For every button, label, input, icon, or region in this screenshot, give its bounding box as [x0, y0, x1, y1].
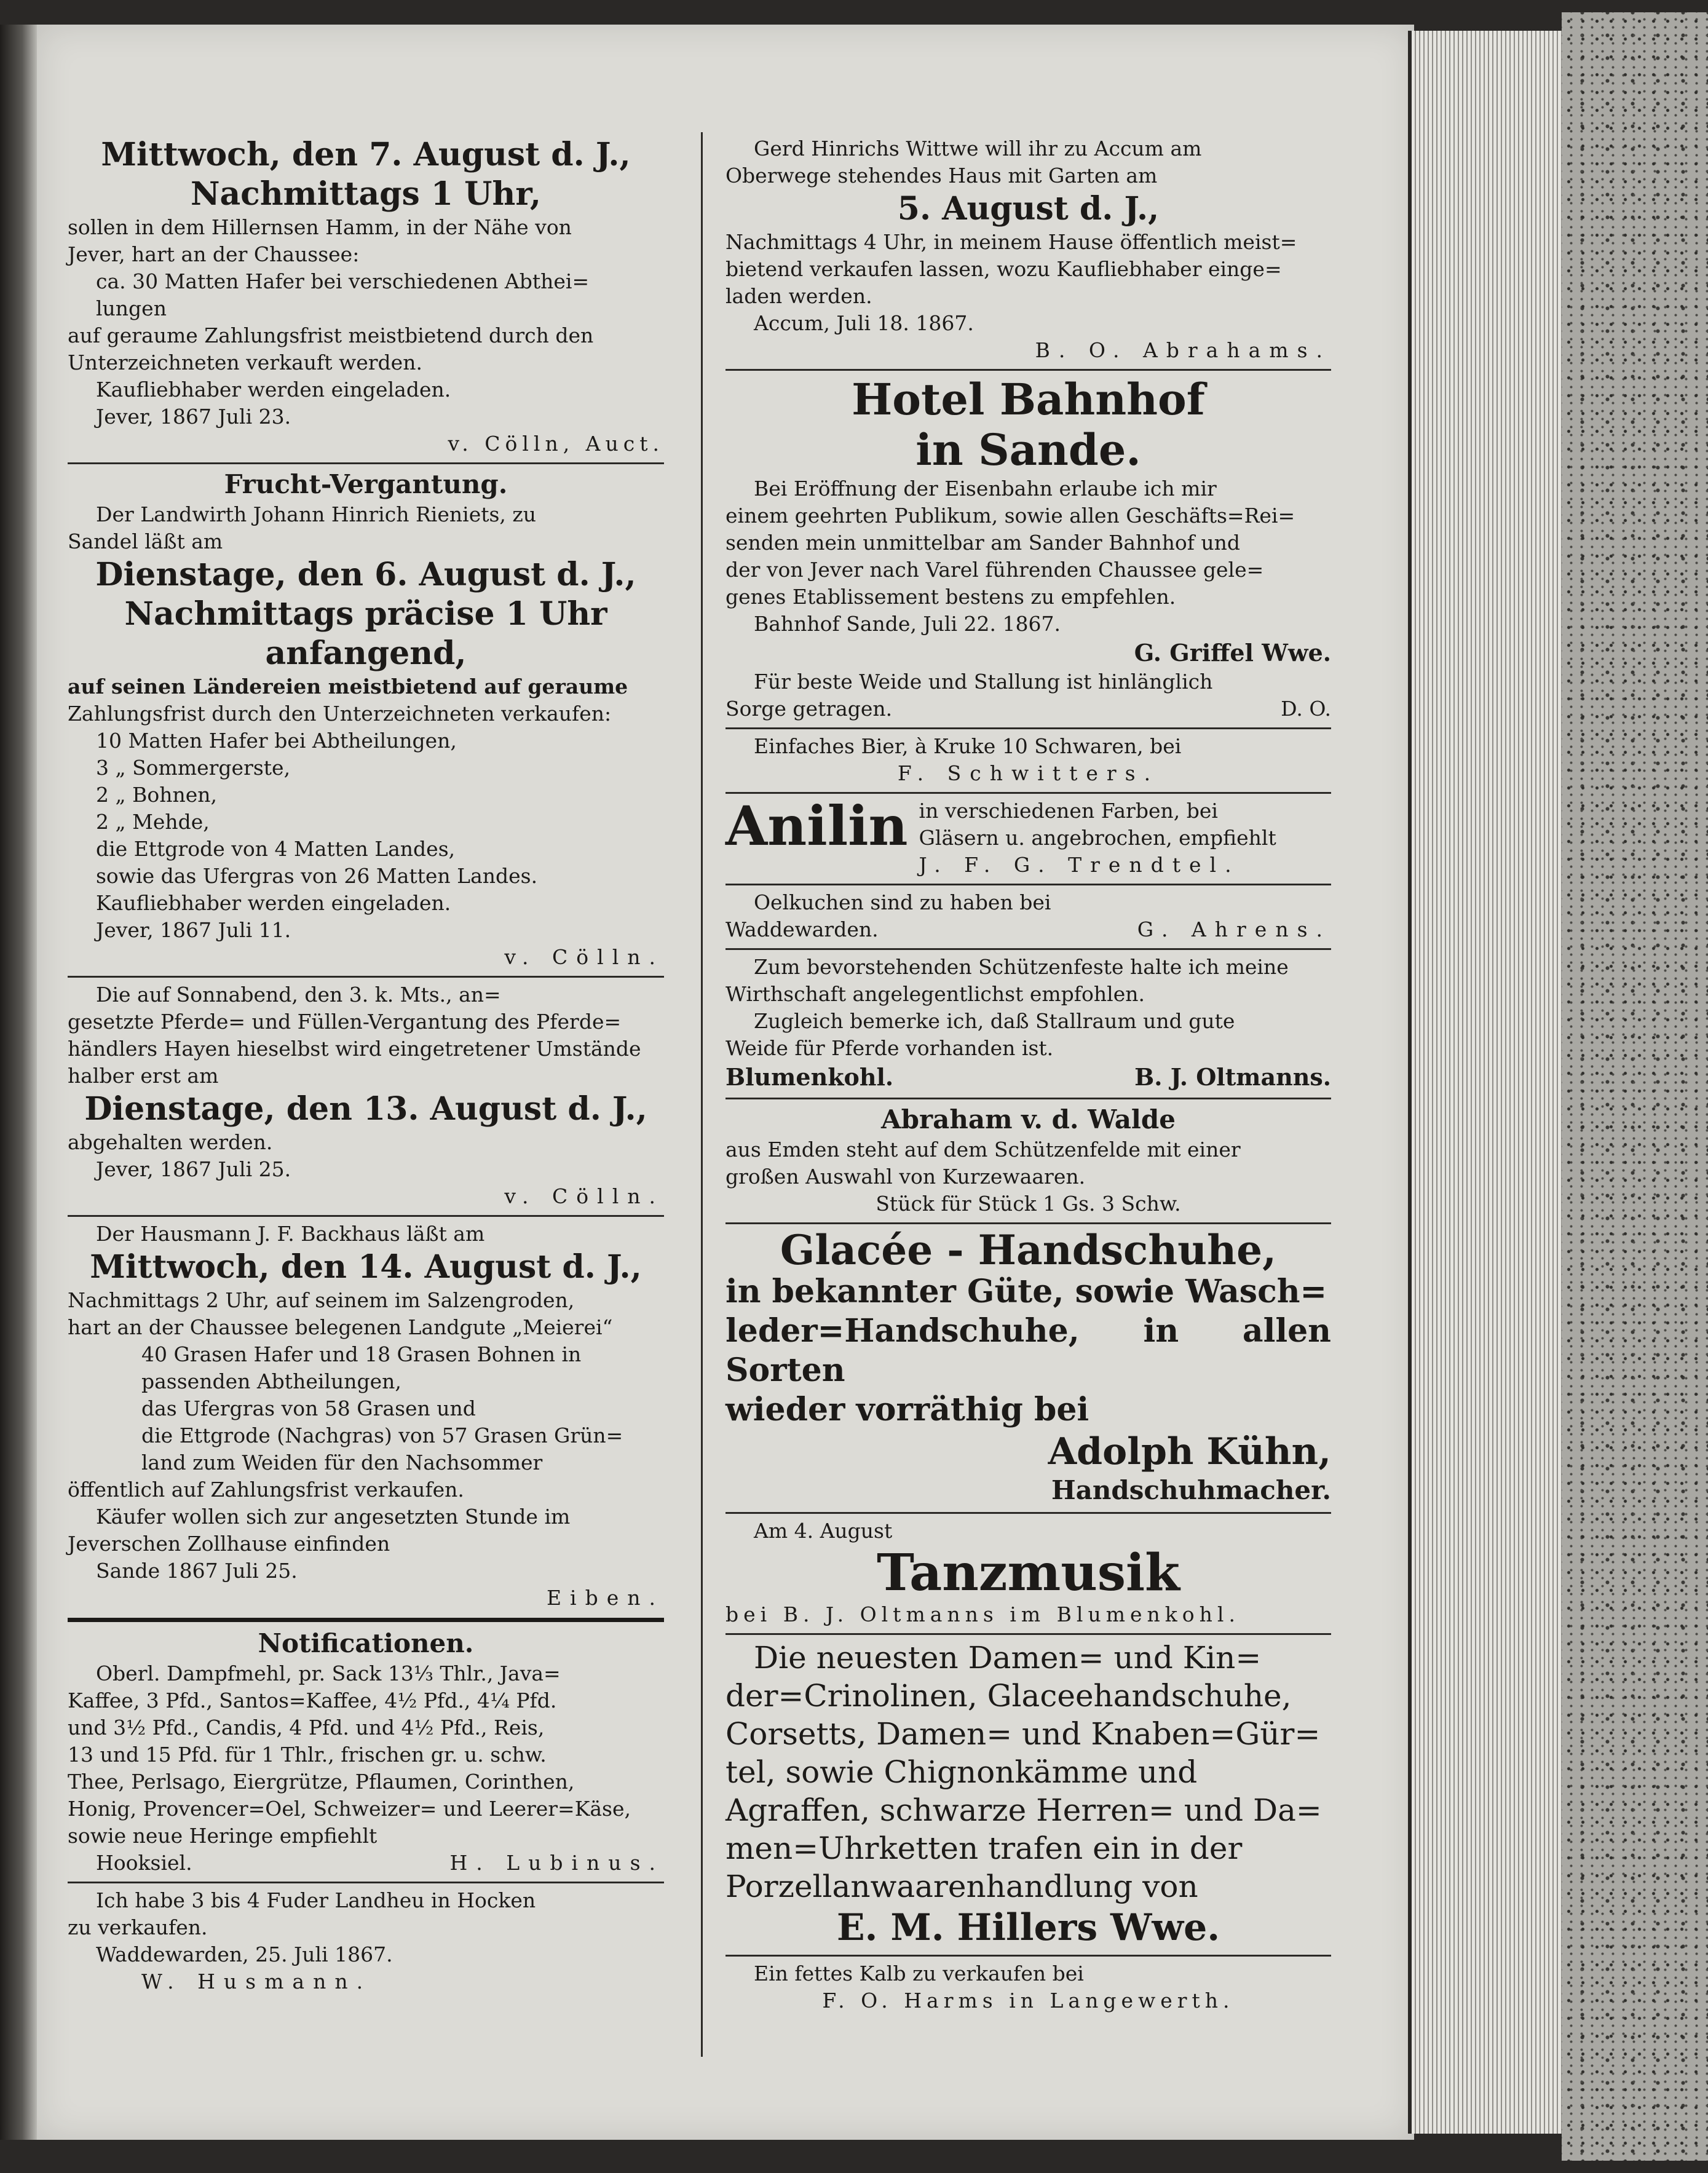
- column-divider: [701, 132, 703, 2057]
- ad-text: laden werden.: [726, 284, 872, 308]
- right-column: [726, 135, 1331, 2014]
- ad-signature: v. Cölln.: [504, 945, 664, 969]
- ad-heading: Glacée - Handschuhe,: [780, 1226, 1277, 1274]
- ad-separator: [68, 1882, 664, 1883]
- ad-text: Agraffen, schwarze Herren= und Da=: [726, 1792, 1322, 1828]
- ad-separator: [68, 976, 664, 978]
- ad-separator: [726, 1633, 1331, 1635]
- ad-signature: B. O. Abrahams.: [1035, 338, 1331, 362]
- ad-trade: Handschuhmacher.: [1051, 1475, 1331, 1505]
- ad-text: und 3½ Pfd., Candis, 4 Pfd. und 4½ Pfd., Reis,: [68, 1716, 545, 1740]
- ad-separator: [726, 884, 1331, 885]
- ad-text: Der Landwirth Johann Hinrich Rieniets, zu: [96, 502, 537, 526]
- ad-text: Oelkuchen sind zu haben bei: [754, 890, 1051, 914]
- ad-signature: v. Cölln, Auct.: [448, 432, 664, 456]
- ad-heading: 5. August d. J.,: [897, 190, 1160, 228]
- section-title: Notificationen.: [258, 1628, 474, 1658]
- ad-text: in bekannter Güte, sowie Wasch=: [726, 1273, 1327, 1310]
- ad-text: land zum Weiden für den Nachsommer: [141, 1451, 543, 1474]
- ad-text: abgehalten werden.: [68, 1130, 273, 1154]
- ad-text: Am 4. August: [754, 1519, 893, 1543]
- ad-text: das Ufergras von 58 Grasen und: [141, 1396, 476, 1420]
- book-cover-edge: [1562, 12, 1708, 2161]
- book-gutter: [0, 25, 37, 2140]
- ad-text: Sorge getragen.: [726, 697, 893, 721]
- ad-heading: in Sande.: [915, 424, 1141, 475]
- ad-separator: [726, 1222, 1331, 1224]
- ad-text: Oberl. Dampfmehl, pr. Sack 13⅓ Thlr., Java=: [96, 1661, 561, 1685]
- ad-text: wieder vorräthig bei: [726, 1391, 1089, 1428]
- ad-text: Oberwege stehendes Haus mit Garten am: [726, 164, 1158, 188]
- ad-text: Honig, Provencer=Oel, Schweizer= und Leerer=Käse,: [68, 1797, 631, 1821]
- ad-date: Jever, 1867 Juli 11.: [96, 918, 291, 942]
- auction-ad-hillernsen-hamm: [68, 135, 664, 457]
- ad-text: Ein fettes Kalb zu verkaufen bei: [754, 1961, 1084, 1985]
- accum-house-ad: [726, 135, 1331, 364]
- ad-signature: B. J. Oltmanns.: [1134, 1063, 1331, 1091]
- ad-text: Bei Eröffnung der Eisenbahn erlaube ich mir: [754, 477, 1217, 501]
- ad-text: sowie neue Heringe empfiehlt: [68, 1824, 378, 1848]
- ad-separator: [726, 369, 1331, 371]
- anilin-block: [726, 794, 1331, 879]
- oelkuchen-ad: [726, 889, 1331, 943]
- ad-text: Einfaches Bier, à Kruke 10 Schwaren, bei: [754, 734, 1182, 758]
- ad-text: sowie das Ufergras von 26 Matten Landes.: [96, 864, 538, 888]
- ad-text: Kaufliebhaber werden eingeladen.: [96, 378, 451, 402]
- ad-text: einem geehrten Publikum, sowie allen Geschäfts=Rei=: [726, 504, 1295, 528]
- ad-heading: Nachmittags präcise 1 Uhr anfangend,: [124, 595, 607, 672]
- ad-text: Ich habe 3 bis 4 Fuder Landheu in Hocken: [96, 1888, 536, 1912]
- list-item: 2 „ Mehde,: [96, 810, 210, 834]
- ad-signature: G. Griffel Wwe.: [1134, 639, 1331, 667]
- ad-text: der=Crinolinen, Glaceehandschuhe,: [726, 1678, 1292, 1714]
- notificationen-section: [68, 1627, 664, 1877]
- ad-heading: Hotel Bahnhof: [852, 374, 1205, 425]
- ad-initials: D. O.: [1281, 697, 1331, 721]
- ad-text: halber erst am: [68, 1064, 219, 1088]
- ad-text: 40 Grasen Hafer und 18 Grasen Bohnen in: [141, 1342, 582, 1366]
- ad-text: Die neuesten Damen= und Kin=: [754, 1640, 1262, 1676]
- signature-row: [68, 1850, 664, 1877]
- ad-text: die Ettgrode (Nachgras) von 57 Grasen Grün=: [141, 1423, 623, 1447]
- ad-date: Sande 1867 Juli 25.: [96, 1559, 298, 1583]
- ad-heading: Dienstage, den 13. August d. J.,: [84, 1090, 647, 1128]
- ad-text: Zum bevorstehenden Schützenfeste halte ich meine: [754, 955, 1289, 979]
- ad-text: bei B. J. Oltmanns im Blumenkohl.: [726, 1602, 1240, 1626]
- bier-ad: [726, 733, 1331, 787]
- ad-signature: H. Lubinus.: [449, 1851, 664, 1875]
- ad-separator: [68, 1618, 664, 1622]
- ad-text: aus Emden steht auf dem Schützenfelde mit einer: [726, 1138, 1241, 1162]
- ad-text: Weide für Pferde vorhanden ist.: [726, 1036, 1054, 1060]
- ad-text: Corsetts, Damen= und Knaben=Gür=: [726, 1716, 1321, 1752]
- ad-separator: [726, 727, 1331, 729]
- ad-signature: E. M. Hillers Wwe.: [836, 1906, 1220, 1949]
- ad-text: Wirthschaft angelegentlichst empfohlen.: [726, 982, 1145, 1006]
- ad-heading: Nachmittags 1 Uhr,: [190, 175, 542, 213]
- ad-heading: Abraham v. d. Walde: [881, 1104, 1176, 1134]
- ad-heading: Dienstage, den 6. August d. J.,: [95, 556, 636, 593]
- landheu-ad: [68, 1887, 664, 1995]
- signature-row: [726, 916, 1331, 943]
- ad-text: Stück für Stück 1 Gs. 3 Schw.: [876, 1192, 1181, 1216]
- ad-place: Blumenkohl.: [726, 1063, 894, 1091]
- ad-signature: F. Schwitters.: [897, 761, 1160, 785]
- ad-text: senden mein unmittelbar am Sander Bahnhof und: [726, 531, 1241, 555]
- glacee-handschuhe-ad: [726, 1228, 1331, 1507]
- backhaus-auction-ad: [68, 1221, 664, 1612]
- ad-text: Gerd Hinrichs Wittwe will ihr zu Accum am: [754, 137, 1202, 160]
- ad-separator: [726, 1098, 1331, 1099]
- anilin-text: [919, 798, 1331, 879]
- ad-text: Die auf Sonnabend, den 3. k. Mts., an=: [96, 983, 501, 1007]
- ad-text: Gläsern u. angebrochen, empfiehlt: [919, 826, 1276, 850]
- ad-text: händlers Hayen hieselbst wird eingetretener Umstände: [68, 1037, 641, 1061]
- signature-row: [726, 1062, 1331, 1093]
- ad-text: tel, sowie Chignonkämme und: [726, 1754, 1198, 1790]
- ad-heading: Mittwoch, den 7. August d. J.,: [101, 136, 631, 173]
- ad-text: in verschiedenen Farben, bei: [919, 799, 1218, 823]
- ad-signature: W. Husmann.: [141, 1969, 372, 1993]
- ad-text: Unterzeichneten verkauft werden.: [68, 350, 422, 374]
- ad-signature: Eiben.: [546, 1586, 664, 1610]
- ad-separator: [726, 948, 1331, 950]
- list-item: 10 Matten Hafer bei Abtheilungen,: [96, 729, 457, 753]
- ad-text: Zugleich bemerke ich, daß Stallraum und gute: [754, 1009, 1235, 1033]
- ad-text: Jeverschen Zollhause einfinden: [68, 1532, 390, 1556]
- abraham-walde-ad: [726, 1103, 1331, 1217]
- ad-text: Nachmittags 2 Uhr, auf seinem im Salzengroden,: [68, 1288, 575, 1312]
- ad-signature: Adolph Kühn,: [1048, 1430, 1331, 1473]
- ad-text: die Ettgrode von 4 Matten Landes,: [96, 837, 456, 861]
- ad-text: passenden Abtheilungen,: [141, 1369, 401, 1393]
- ad-text: Für beste Weide und Stallung ist hinlänglich: [754, 670, 1213, 694]
- schuetzenfest-ad: [726, 954, 1331, 1093]
- ad-place: Waddewarden.: [726, 917, 879, 941]
- ad-text: der von Jever nach Varel führenden Chaussee gele=: [726, 558, 1264, 582]
- ad-text: zu verkaufen.: [68, 1915, 208, 1939]
- ad-text: Nachmittags 4 Uhr, in meinem Hause öffentlich meist=: [726, 230, 1297, 254]
- crinolinen-ad: [726, 1639, 1331, 1950]
- ad-separator: [68, 1215, 664, 1217]
- tanzmusik-ad: [726, 1518, 1331, 1628]
- ad-date: Bahnhof Sande, Juli 22. 1867.: [754, 612, 1061, 636]
- ad-text: Der Hausmann J. F. Backhaus läßt am: [96, 1222, 485, 1246]
- ad-text: bietend verkaufen lassen, wozu Kaufliebhaber einge=: [726, 257, 1282, 281]
- ad-text: genes Etablissement bestens zu empfehlen.: [726, 585, 1176, 609]
- ad-separator: [726, 1955, 1331, 1957]
- ad-text: Käufer wollen sich zur angesetzten Stunde im: [96, 1505, 571, 1529]
- ad-text: 13 und 15 Pfd. für 1 Thlr., frischen gr. u. schw.: [68, 1743, 547, 1767]
- frucht-vergantung-ad: [68, 468, 664, 971]
- ad-text: Kaufliebhaber werden eingeladen.: [96, 891, 451, 915]
- ad-date: Jever, 1867 Juli 23.: [96, 405, 291, 429]
- ad-text: auf seinen Ländereien meistbietend auf geraume: [68, 675, 628, 699]
- kalb-ad: [726, 1960, 1331, 2014]
- ad-title: Frucht-Vergantung.: [224, 469, 508, 499]
- ad-text: lungen: [96, 296, 167, 320]
- ad-date: Waddewarden, 25. Juli 1867.: [96, 1942, 393, 1966]
- ad-text: gesetzte Pferde= und Füllen-Vergantung des Pferde=: [68, 1010, 622, 1034]
- ad-signature: J. F. G. Trendtel.: [919, 853, 1240, 877]
- ad-heading: Tanzmusik: [876, 1543, 1180, 1602]
- signature-row: [726, 695, 1331, 722]
- list-item: 3 „ Sommergerste,: [96, 756, 291, 780]
- ad-text: Porzellanwaarenhandlung von: [726, 1869, 1198, 1904]
- ad-signature: F. O. Harms in Langewerth.: [822, 1989, 1235, 2013]
- hotel-bahnhof-ad: [726, 374, 1331, 722]
- ad-signature: v. Cölln.: [504, 1184, 664, 1208]
- left-column: [68, 135, 664, 1995]
- ad-place: Hooksiel.: [96, 1851, 192, 1875]
- ad-text: Sandel läßt am: [68, 529, 223, 553]
- ad-date: Accum, Juli 18. 1867.: [754, 311, 974, 335]
- ad-text: auf geraume Zahlungsfrist meistbietend durch den: [68, 323, 594, 347]
- ad-heading: Anilin: [726, 794, 908, 858]
- ad-date: Jever, 1867 Juli 25.: [96, 1157, 291, 1181]
- ad-text: sollen in dem Hillernsen Hamm, in der Nähe von: [68, 215, 572, 239]
- ad-heading: Mittwoch, den 14. August d. J.,: [90, 1248, 642, 1286]
- pferde-vergantung-ad: [68, 981, 664, 1210]
- ad-text: hart an der Chaussee belegenen Landgute „Meierei“: [68, 1315, 613, 1339]
- ad-text: men=Uhrketten trafen ein in der: [726, 1831, 1243, 1866]
- ad-text: großen Auswahl von Kurzewaaren.: [726, 1165, 1086, 1189]
- ad-signature: G. Ahrens.: [1137, 917, 1331, 941]
- ad-text: ca. 30 Matten Hafer bei verschiedenen Abthei=: [96, 269, 590, 293]
- ad-text: Zahlungsfrist durch den Unterzeichneten verkaufen:: [68, 702, 612, 726]
- ad-text: leder=Handschuhe, in allen Sorten: [726, 1312, 1331, 1389]
- ad-text: Kaffee, 3 Pfd., Santos=Kaffee, 4½ Pfd., 4¼ Pfd.: [68, 1688, 557, 1712]
- ad-separator: [68, 462, 664, 464]
- ad-text: öffentlich auf Zahlungsfrist verkaufen.: [68, 1478, 464, 1502]
- page-edges: [1408, 31, 1565, 2134]
- ad-text: Thee, Perlsago, Eiergrütze, Pflaumen, Corinthen,: [68, 1770, 575, 1794]
- ad-text: Jever, hart an der Chaussee:: [68, 242, 360, 266]
- list-item: 2 „ Bohnen,: [96, 783, 217, 807]
- anilin-ad: [726, 794, 1331, 879]
- ad-separator: [726, 1512, 1331, 1514]
